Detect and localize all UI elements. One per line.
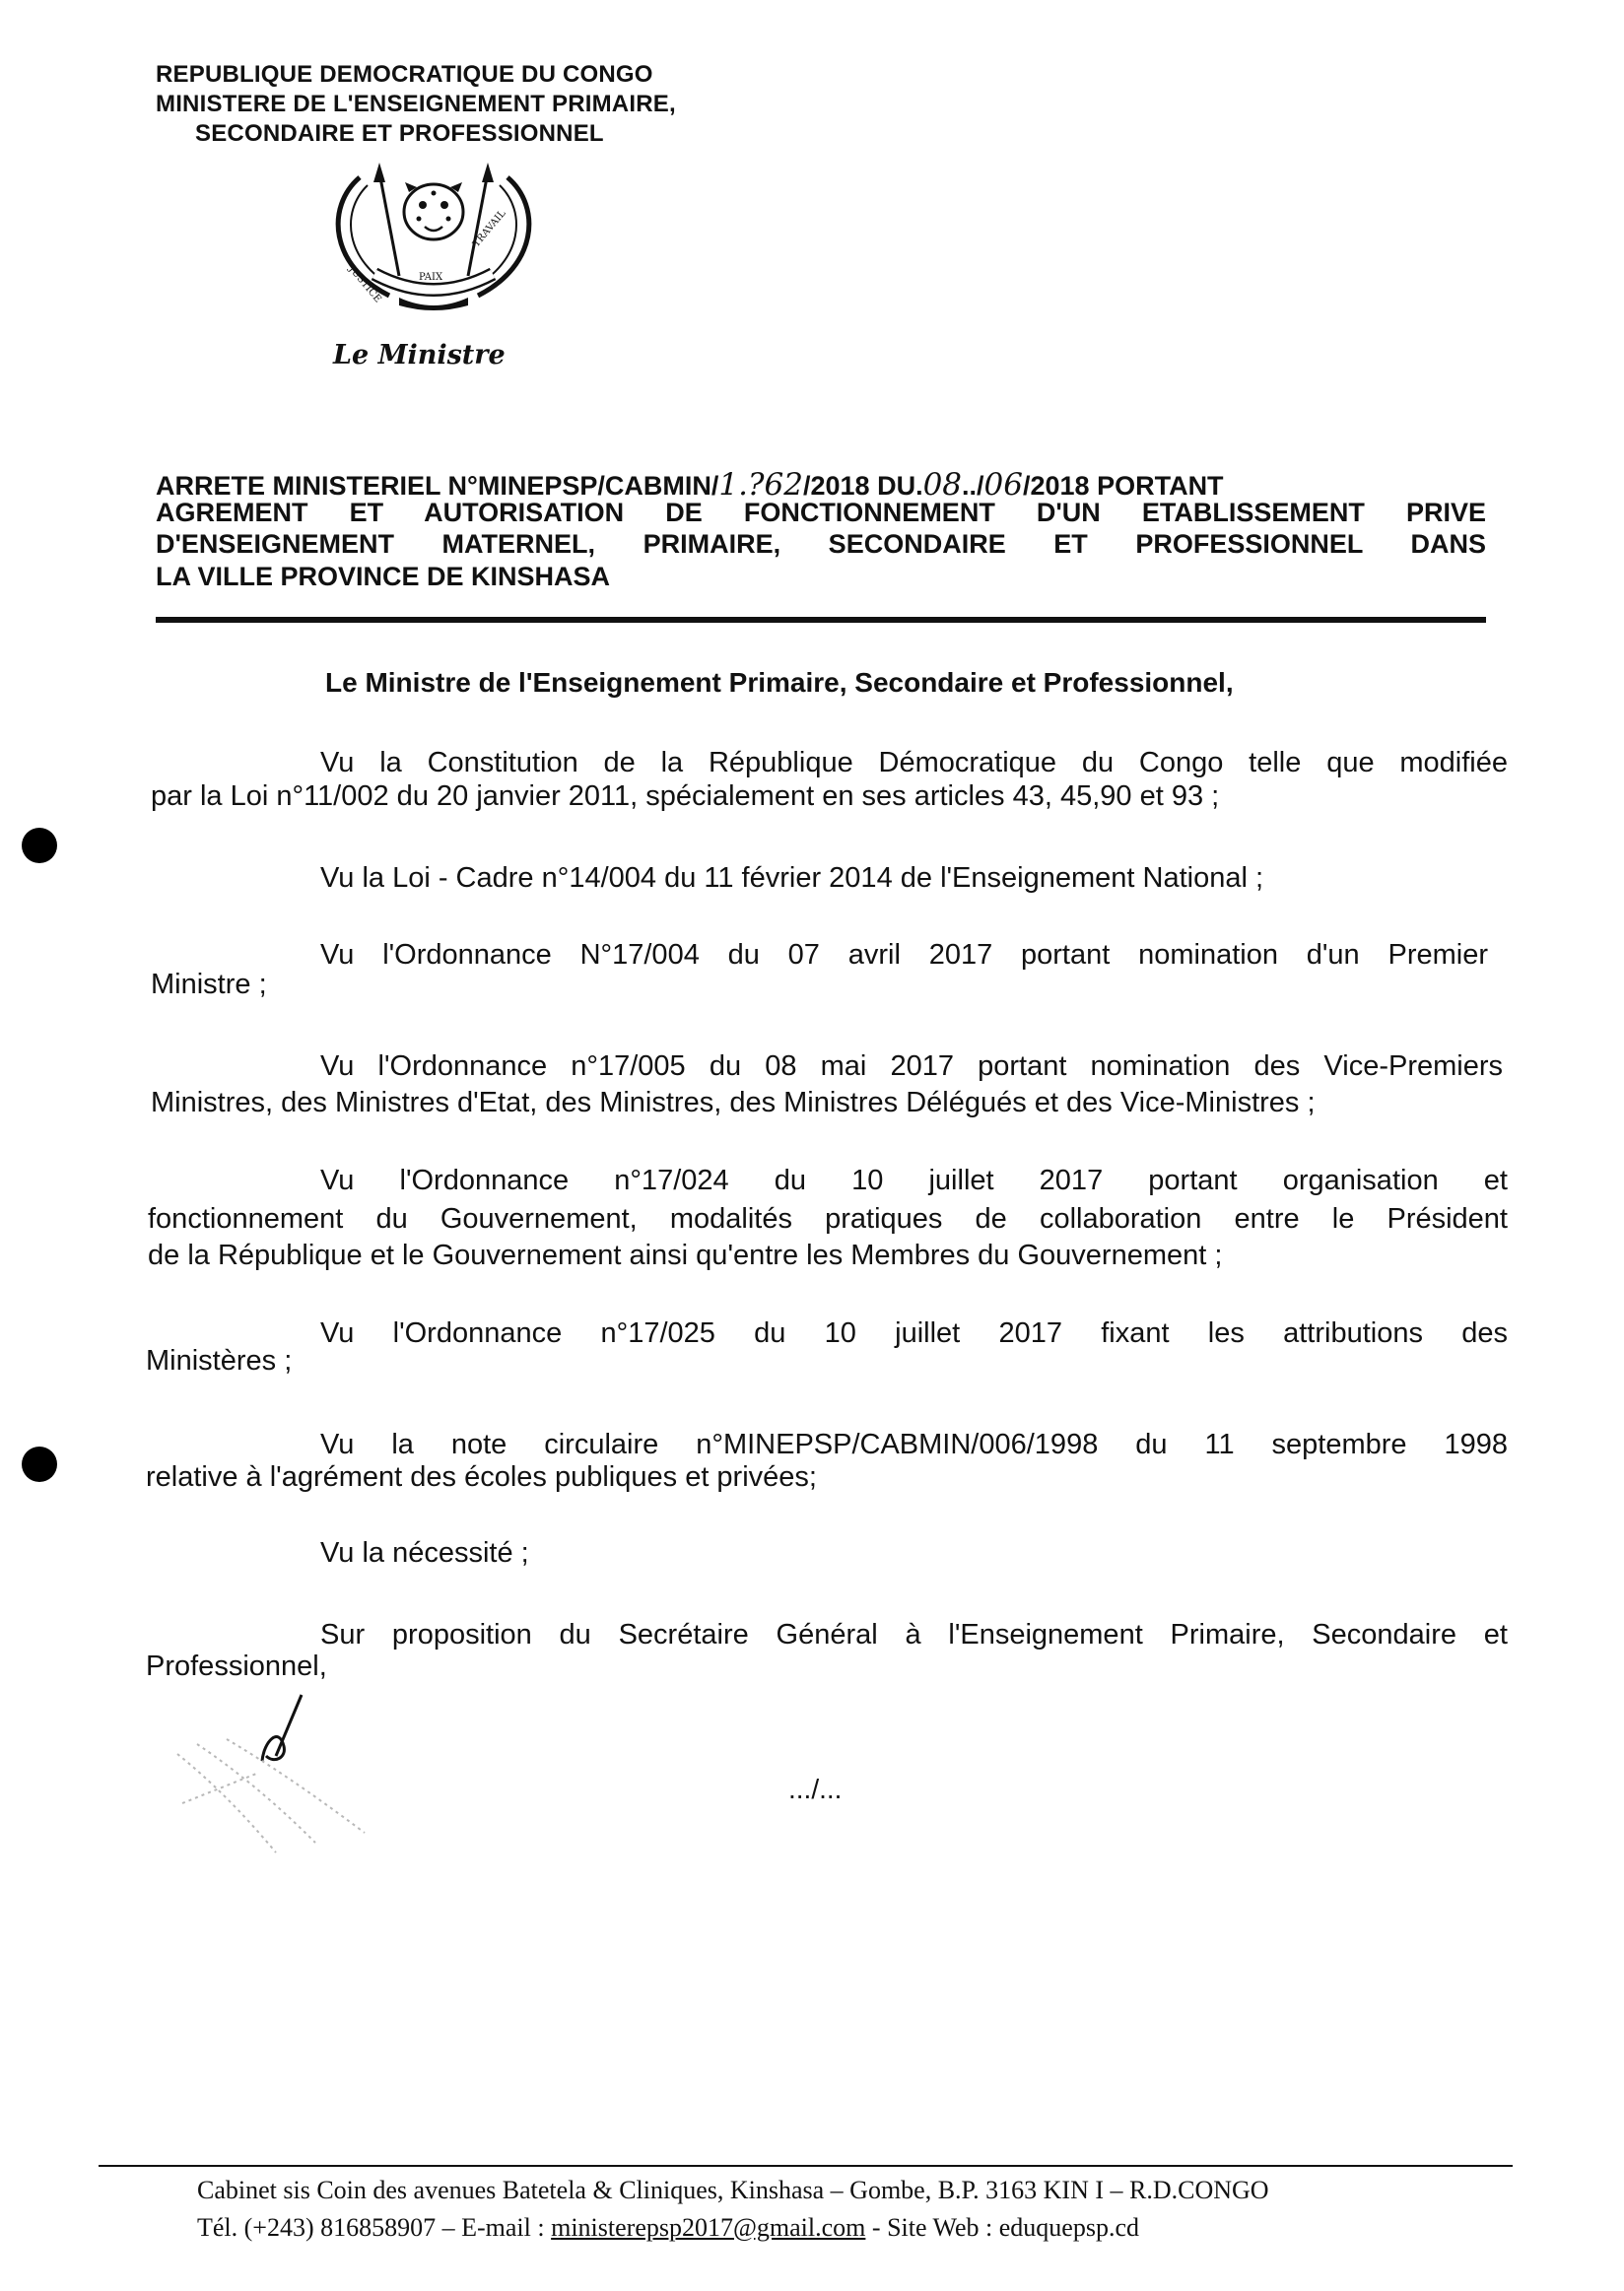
punch-hole-bottom (22, 1447, 57, 1482)
recital-ordonnance-attributions-line2: Ministères ; (146, 1345, 293, 1377)
coat-of-arms-icon (320, 158, 547, 315)
decree-title-line3: D'ENSEIGNEMENT MATERNEL, PRIMAIRE, SECONDAIRE ET PROFESSIONNEL DANS (156, 529, 1486, 559)
decree-month-handwritten: 06 (983, 467, 1023, 503)
footer-phone: Tél. (+243) 816858907 – E-mail : (197, 2213, 552, 2242)
footer-contact (197, 2213, 1139, 2243)
decree-ref-prefix: ARRETE MINISTERIEL N°MINEPSP/CABMIN/ (156, 471, 719, 501)
body-heading: Le Ministre de l'Enseignement Primaire, Secondaire et Professionnel, (325, 667, 1234, 698)
header-ministry-line1: MINISTERE DE L'ENSEIGNEMENT PRIMAIRE, (156, 91, 676, 117)
motto-center: PAIX (419, 272, 443, 283)
recital-ordonnance-organisation-line2: fonctionnement du Gouvernement, modalités pratiques de collaboration entre le Président (148, 1203, 1508, 1235)
recital-ordonnance-vice-line2: Ministres, des Ministres d'Etat, des Ministres, des Ministres Délégués et des Vice-Ministres ; (151, 1087, 1316, 1118)
footer-address: Cabinet sis Coin des avenues Batetela & Cliniques, Kinshasa – Gombe, B.P. 3163 KIN I – R.D.CONGO (197, 2176, 1269, 2204)
recital-necessite: Vu la nécessité ; (320, 1537, 529, 1569)
motto-left: JUSTICE (346, 264, 383, 305)
signatory-title: Le Ministre (333, 340, 506, 371)
header-country: REPUBLIQUE DEMOCRATIQUE DU CONGO (156, 61, 653, 88)
recital-ordonnance-premier-line2: Ministre ; (151, 969, 267, 1000)
recital-note-circulaire-line1: Vu la note circulaire n°MINEPSP/CABMIN/006/1998 du 11 septembre 1998 (320, 1429, 1508, 1460)
decree-ref-suffix: /2018 PORTANT (1023, 471, 1224, 501)
decree-date-sep: ../ (962, 471, 984, 501)
decree-ref-mid: /2018 DU. (803, 471, 923, 501)
footer-rule (99, 2165, 1513, 2167)
recital-constitution-line1: Vu la Constitution de la République Démocratique du Congo telle que modifiée (320, 747, 1508, 778)
decree-day-handwritten: 08 (922, 467, 963, 503)
faint-stamp (168, 1734, 394, 1872)
recital-ordonnance-organisation-line1: Vu l'Ordonnance n°17/024 du 10 juillet 2017 portant organisation et (320, 1165, 1508, 1196)
recital-ordonnance-attributions-line1: Vu l'Ordonnance n°17/025 du 10 juillet 2017 fixant les attributions des (320, 1317, 1508, 1349)
recital-note-circulaire-line2: relative à l'agrément des écoles publiques et privées; (146, 1461, 817, 1493)
footer-website: - Site Web : eduquepsp.cd (865, 2213, 1140, 2242)
recital-ordonnance-organisation-line3: de la République et le Gouvernement ainsi qu'entre les Membres du Gouvernement ; (148, 1240, 1223, 1271)
recital-proposition-line1: Sur proposition du Secrétaire Général à l'Enseignement Primaire, Secondaire et (320, 1619, 1508, 1651)
footer-email-link[interactable]: ministerepsp2017@gmail.com (551, 2213, 866, 2242)
title-underline (156, 617, 1486, 623)
decree-title-line4: LA VILLE PROVINCE DE KINSHASA (156, 562, 611, 591)
punch-hole-top (22, 828, 57, 863)
decree-number-handwritten: 1.?62 (718, 467, 803, 503)
recital-constitution-line2: par la Loi n°11/002 du 20 janvier 2011, spécialement en ses articles 43, 45,90 et 93 ; (151, 780, 1220, 812)
recital-loi-cadre: Vu la Loi - Cadre n°14/004 du 11 février 2014 de l'Enseignement National ; (320, 862, 1264, 894)
header-ministry-line2: SECONDAIRE ET PROFESSIONNEL (195, 120, 604, 147)
motto-right: TRAVAIL (471, 208, 508, 250)
recital-ordonnance-premier-line1: Vu l'Ordonnance N°17/004 du 07 avril 2017 portant nomination d'un Premier (320, 939, 1488, 971)
continuation-mark: .../... (788, 1774, 843, 1804)
recital-proposition-line2: Professionnel, (146, 1651, 327, 1682)
decree-title-line2: AGREMENT ET AUTORISATION DE FONCTIONNEMENT D'UN ETABLISSEMENT PRIVE (156, 498, 1486, 527)
recital-ordonnance-vice-line1: Vu l'Ordonnance n°17/005 du 08 mai 2017 portant nomination des Vice-Premiers (320, 1050, 1503, 1082)
